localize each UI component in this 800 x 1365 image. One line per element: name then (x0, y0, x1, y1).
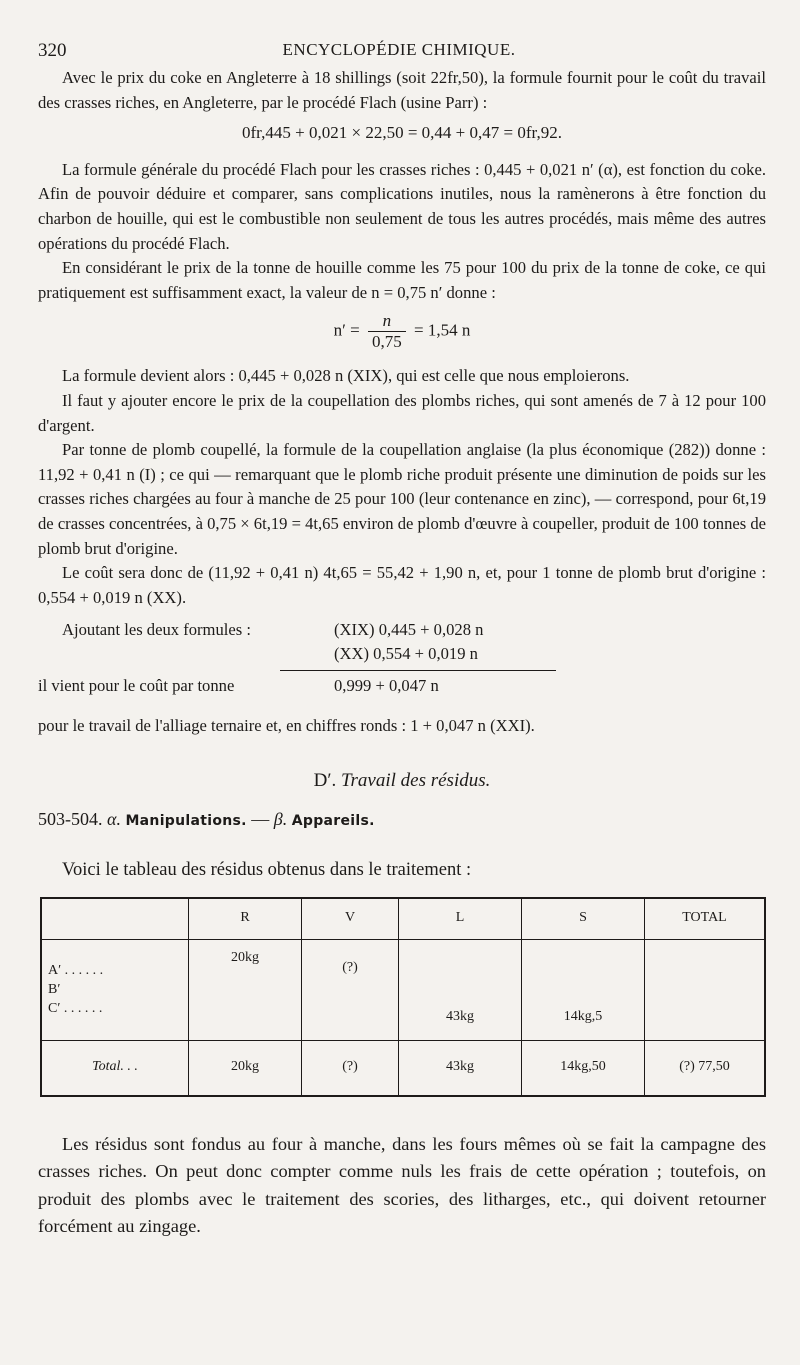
table-row (41, 939, 765, 1040)
formula-conversion (38, 311, 766, 352)
total-v: (?) (302, 1040, 399, 1096)
subsection-heading (38, 807, 766, 834)
table-header-r: R (189, 898, 302, 940)
subsection-apparatus: Appareils. (291, 813, 375, 830)
table-header-blank (41, 898, 189, 940)
row-label-c: C′ . . . . . . (48, 1001, 103, 1017)
paragraph-general-formula: La formule générale du procédé Flach pour les crasses riches : 0,445 + 0,021 n′ (α), est fonction du coke. Afin de pouvoir déduire et comparer, sans complications inutiles, nous la ramènerons à être fonction du charbon de houille, qui est le combustible non seulement de tous les autres procédés, mais même des autres opérations du procédé Flach. (38, 159, 766, 253)
formula-rhs: = 1,54 n (413, 320, 471, 340)
table-header-s: S (522, 898, 645, 940)
paragraph-english-cupellation: Par tonne de plomb coupellé, la formule de la coupellation anglaise (la plus économique (282)) donne : 11,92 + 0,41 n (I) ; ce qui — remarquant que le plomb riche produit présente une diminution de poids sur les crasses riches chargées au four à manche de 25 pour 100 (leur contenance en zinc), — correspond, pour 6t,19 de crasses concentrées, à 0,75 × 6t,19 = 4t,65 environ de plomb d'œuvre à coupeller, produit de 100 tonnes de plomb brut d'origine. (38, 440, 766, 558)
table-header-total: TOTAL (645, 898, 766, 940)
paragraph-coke-price: Avec le prix du coke en Angleterre à 18 shillings (soit 22fr,50), la formule fournit pour le coût du travail des crasses riches, en Angleterre, par le procédé Flach (usine Parr) : (38, 68, 766, 112)
cell-total (645, 939, 766, 1040)
formula-cost: 0fr,445 + 0,021 × 22,50 = 0,44 + 0,47 = 0fr,92. (242, 123, 562, 143)
paragraph-formula-xxi: pour le travail de l'alliage ternaire et, en chiffres ronds : 1 + 0,047 n (XXI). (38, 716, 535, 736)
cell-r: 20kg (189, 939, 302, 1040)
formula-lhs: n′ = (333, 320, 360, 340)
addition-result-label: il vient pour le coût par tonne (38, 676, 235, 696)
table-total-row (41, 1040, 765, 1096)
table-row-labels (41, 939, 189, 1040)
section-letter: D′. (313, 769, 337, 791)
residues-table (40, 897, 766, 1097)
section-title: Travail des résidus. (341, 769, 491, 791)
table-header-l: L (399, 898, 522, 940)
running-title: ENCYCLOPÉDIE CHIMIQUE. (282, 40, 516, 59)
cell-s: 14kg,5 (522, 939, 645, 1040)
subsection-alpha: α. (107, 809, 121, 830)
total-label: Total. . . (41, 1040, 189, 1096)
subsection-beta: β. (273, 809, 288, 830)
row-label-b: B′ (48, 982, 61, 998)
total-total: (?) 77,50 (645, 1040, 766, 1096)
cell-v: (?) (302, 939, 399, 1040)
paragraph-formula-xix: La formule devient alors : 0,445 + 0,028 n (XIX), qui est celle que nous emploierons. (62, 366, 630, 386)
section-heading (38, 769, 766, 794)
total-s: 14kg,50 (522, 1040, 645, 1096)
addition-formula-xix: (XIX) 0,445 + 0,028 n (334, 620, 484, 640)
closing-paragraph: Les résidus sont fondus au four à manche, dans les fours mêmes où se fait la campagne des crasses riches. On peut donc compter comme nuls les frais de cette opération ; toutefois, on produit des plombs avec le traitement des scories, des litharges, etc., qui doivent retourner forcément au zingage. (38, 1133, 766, 1237)
paragraph-cupellation: Il faut y ajouter encore le prix de la coupellation des plombs riches, qui sont amenés de 7 à 12 pour 100 d'argent. (38, 390, 766, 435)
subsection-number: 503-504. (38, 809, 103, 830)
paragraph-cost-xx: Le coût sera donc de (11,92 + 0,41 n) 4t,65 = 55,42 + 1,90 n, et, pour 1 tonne de plomb brut d'origine : 0,554 + 0,019 n (XX). (38, 563, 766, 607)
page-number: 320 (38, 40, 67, 61)
table-intro: Voici le tableau des résidus obtenus dans le traitement : (62, 860, 472, 881)
addition-formula-xx: (XX) 0,554 + 0,019 n (334, 644, 478, 664)
page-header (38, 40, 760, 64)
fraction (368, 311, 406, 352)
total-r: 20kg (189, 1040, 302, 1096)
fraction-denominator: 0,75 (371, 332, 402, 352)
subsection-dash: — (251, 809, 270, 830)
page-body (38, 66, 766, 1241)
fraction-numerator: n (368, 311, 406, 332)
addition-result: 0,999 + 0,047 n (334, 676, 439, 696)
table-header-v: V (302, 898, 399, 940)
total-l: 43kg (399, 1040, 522, 1096)
paragraph-coal-price: En considérant le prix de la tonne de houille comme les 75 pour 100 du prix de la tonne de coke, ce qui pratiquement est suffisamment exact, la valeur de n = 0,75 n′ donne : (38, 258, 766, 302)
sum-rule (280, 670, 556, 671)
table-header-row (41, 898, 765, 940)
subsection-manipulations: Manipulations. (125, 813, 247, 830)
addition-label: Ajoutant les deux formules : (62, 620, 251, 640)
formula-addition (38, 618, 766, 714)
row-label-a: A′ . . . . . . (48, 963, 104, 979)
cell-l: 43kg (399, 939, 522, 1040)
